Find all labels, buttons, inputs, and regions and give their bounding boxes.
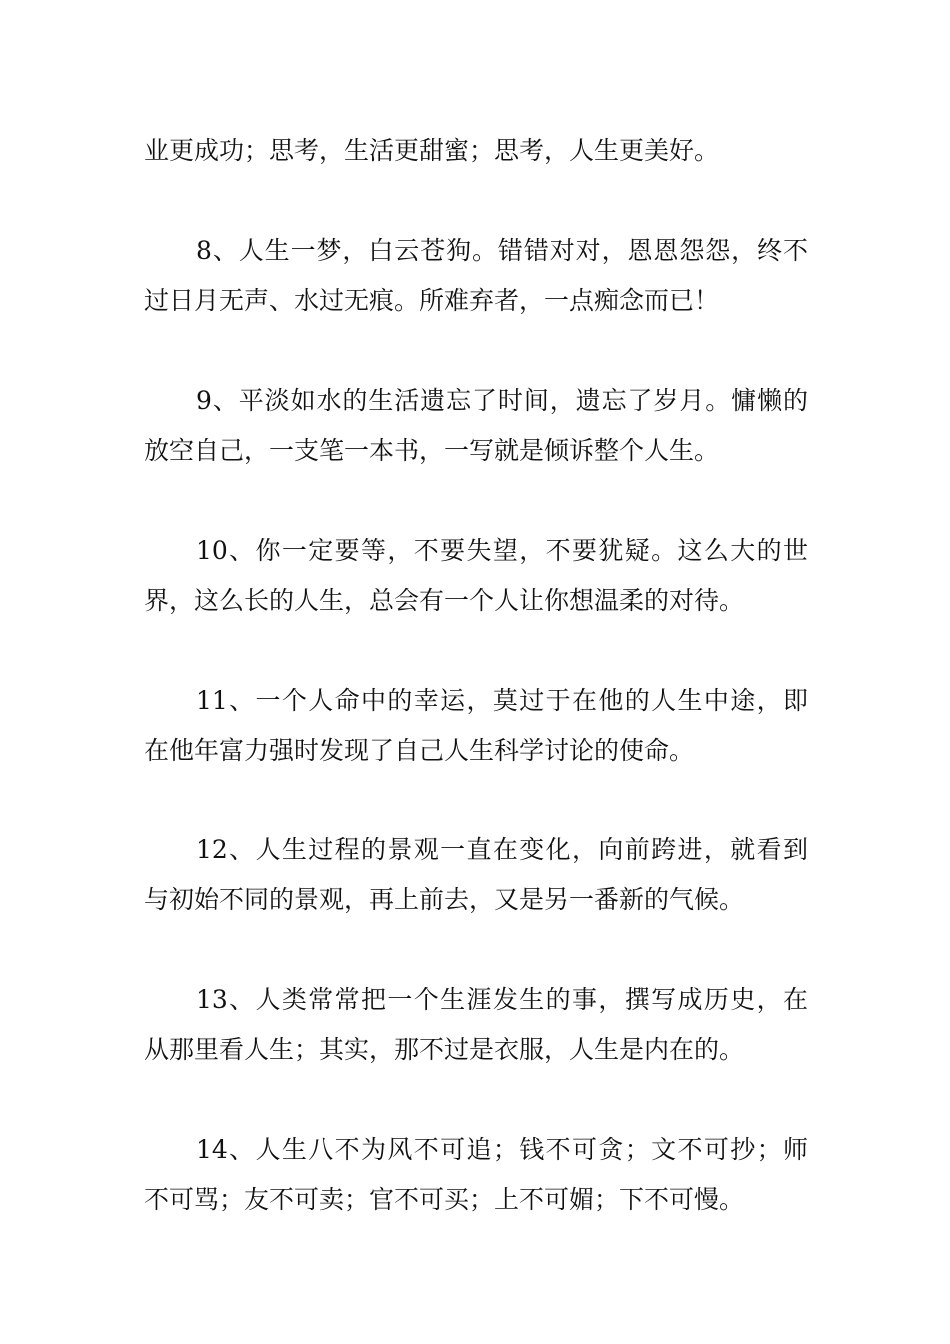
paragraph-14-line-1: 14、人生八不为风不可追；钱不可贪；文不可抄；师	[196, 1135, 808, 1164]
paragraph-8-line-2: 过日月无声、水过无痕。所难弃者，一点痴念而已！	[144, 286, 720, 315]
paragraph-14-line-2: 不可骂；友不可卖；官不可买；上不可媚；下不可慢。	[144, 1185, 745, 1214]
paragraph-8-line-1: 8、人生一梦，白云苍狗。错错对对，恩恩怨怨，终不	[196, 236, 808, 265]
paragraph-13-line-1: 13、人类常常把一个生涯发生的事，撰写成历史，在	[196, 985, 808, 1014]
paragraph-11-line-1: 11、一个人命中的幸运，莫过于在他的人生中途，即	[196, 686, 808, 715]
paragraph-7-line-2: 业更成功；思考，生活更甜蜜；思考，人生更美好。	[144, 136, 720, 165]
paragraph-9-line-2: 放空自己，一支笔一本书，一写就是倾诉整个人生。	[144, 436, 720, 465]
paragraph-12-line-1: 12、人生过程的景观一直在变化，向前跨进，就看到	[196, 835, 808, 864]
paragraph-13-line-2: 从那里看人生；其实，那不过是衣服，人生是内在的。	[144, 1035, 745, 1064]
paragraph-9-line-1: 9、平淡如水的生活遗忘了时间，遗忘了岁月。慵懒的	[196, 386, 808, 415]
paragraph-11-line-2: 在他年富力强时发现了自己人生科学讨论的使命。	[144, 736, 695, 765]
paragraph-12-line-2: 与初始不同的景观，再上前去，又是另一番新的气候。	[144, 885, 745, 914]
paragraph-10-line-1: 10、你一定要等，不要失望，不要犹疑。这么大的世	[196, 536, 808, 565]
paragraph-10-line-2: 界，这么长的人生，总会有一个人让你想温柔的对待。	[144, 586, 745, 615]
